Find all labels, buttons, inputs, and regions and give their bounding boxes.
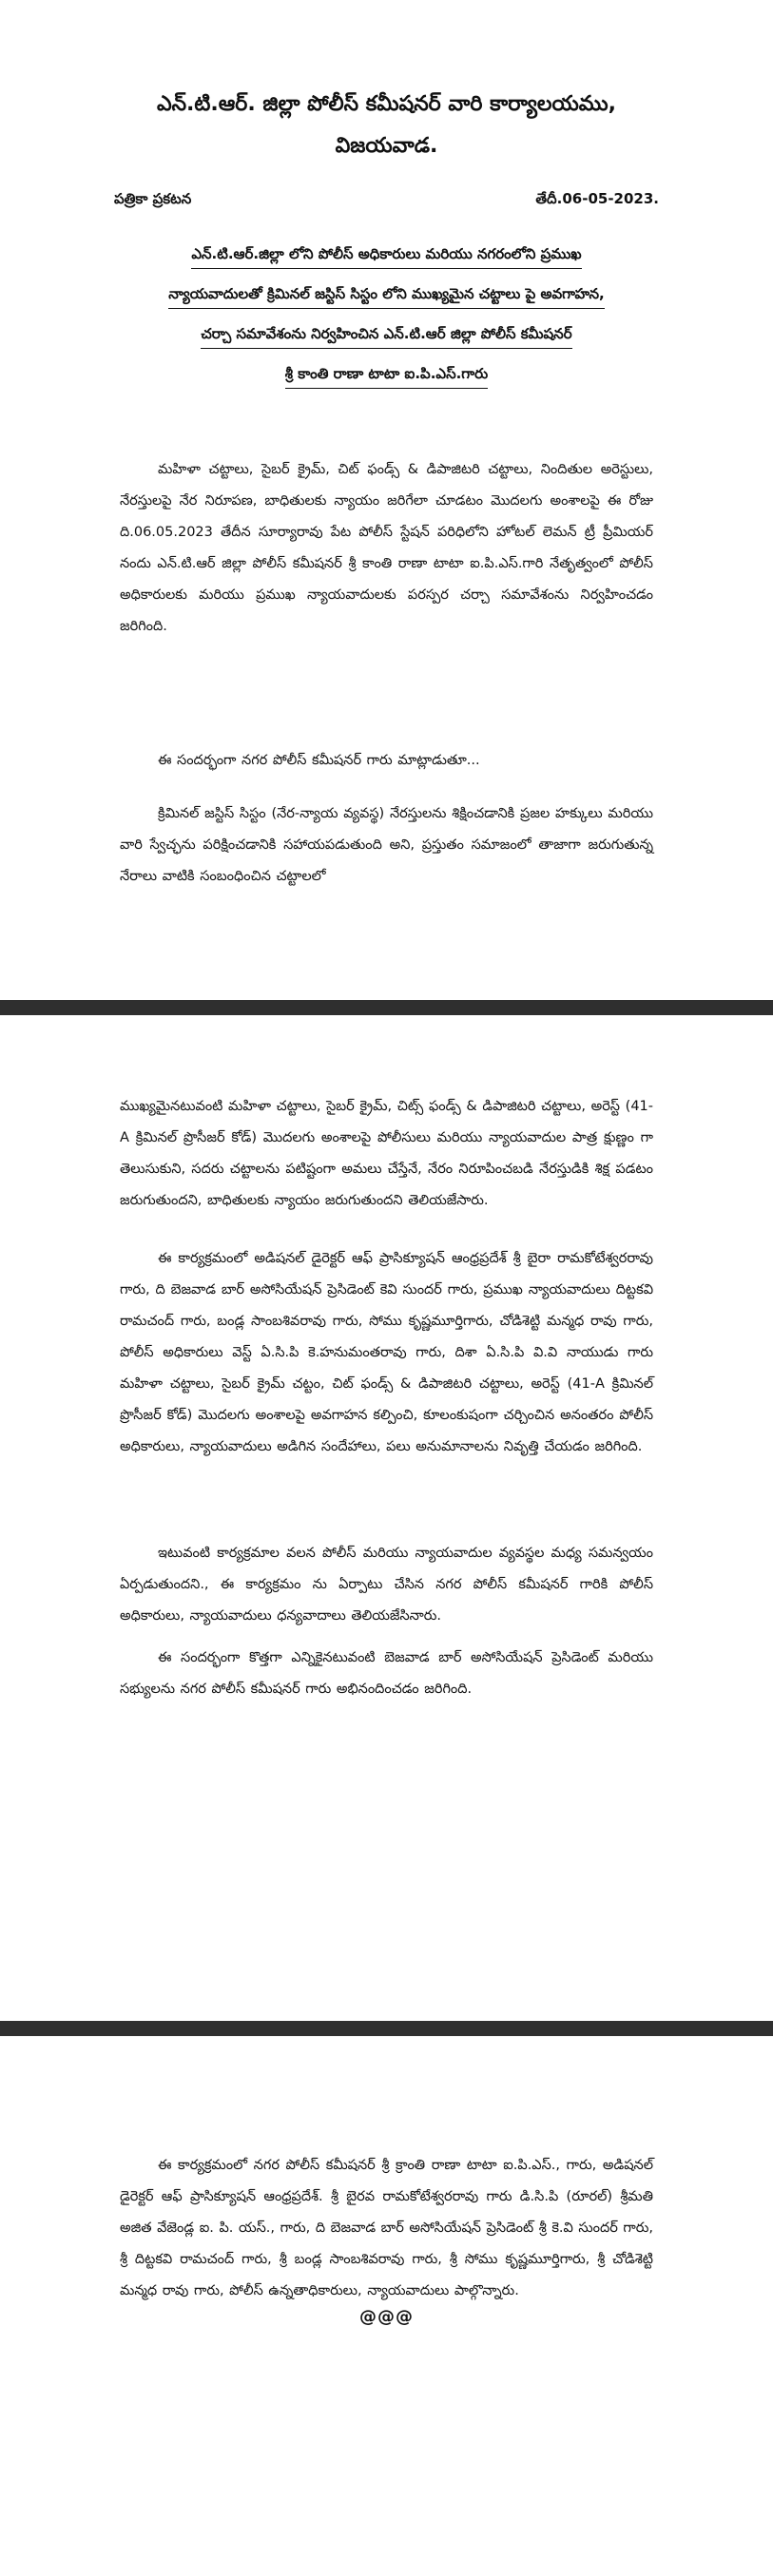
body-paragraph-7: ఈ సందర్భంగా కొత్తగా ఎన్నికైనటువంటి బెజవాడ బార్ అసోసియేషన్ ప్రెసిడెంట్ మరియు సభ్యులను నగర పోలీస్ కమీషనర్ గారు అభినందించడం జరిగింది. xyxy=(120,1650,653,1697)
headline-line-2 xyxy=(120,285,653,309)
page-separator-2 xyxy=(0,2021,773,2036)
document-page-2 xyxy=(0,1015,773,2021)
body-paragraph-6: ఇటువంటి కార్యక్రమాల వలన పోలీస్ మరియు న్యాయవాదుల వ్యవస్థల మధ్య సమన్వయం ఏర్పడుతుందని., ఈ కార్యక్రమం ను ఏర్పాటు చేసిన నగర పోలీస్ కమీషనర్ గారికి పోలీస్ అధికారులు, న్యాయవాదులు ధన్యవాదాలు తెలియజేసినారు. xyxy=(120,1546,653,1624)
document-page-3 xyxy=(0,2036,773,2576)
body-paragraph-4: ముఖ్యమైనటువంటి మహిళా చట్టాలు, సైబర్ క్రైమ్, చిట్స్ ఫండ్స్ & డిపాజిటరి చట్టాలు, అరెస్ట్ (41-A క్రిమినల్ ప్రొసీజర్ కోడ్) మొదలగు అంశాలపై పోలీసులు మరియు న్యాయవాదుల పాత్ర క్షుణ్ణం గా తెలుసుకుని, సదరు చట్టాలను పటిష్టంగా అమలు చేస్తేనే, నేరం నిరూపించబడి నేరస్తుడికి శిక్ష పడటం జరుగుతుందని, బాధితులకు న్యాయం జరుగుతుందని తెలియజేసారు. xyxy=(120,1099,653,1208)
closing-mark: @@@ xyxy=(359,2307,414,2327)
release-date: తేదీ.06-05-2023. xyxy=(535,190,659,207)
body-paragraph-2: ఈ సందర్భంగా నగర పోలీస్ కమీషనర్ గారు మాట్లాడుతూ... xyxy=(158,753,480,768)
office-title-line-1: ఎన్.టి.ఆర్. జిల్లా పోలీస్ కమీషనర్ వారి కార్యాలయము, xyxy=(156,92,617,116)
headline-text-1: ఎన్.టి.ఆర్.జిల్లా లోని పోలీస్ అధికారులు మరియు నగరంలోని ప్రముఖ xyxy=(191,245,581,269)
headline-text-4: శ్రీ కాంతి రాణా టాటా ఐ.పి.ఎస్.గారు xyxy=(285,365,488,389)
headline-line-3 xyxy=(120,325,653,349)
headline-line-4 xyxy=(120,365,653,389)
body-paragraph-3: క్రిమినల్ జస్టిస్ సిస్టం (నేర-న్యాయ వ్యవస్థ) నేరస్తులను శిక్షించడానికి ప్రజల హక్కులు మరియు వారి స్వేచ్ఛను పరిక్షించడానికి సహాయపడుతుంది అని, ప్రస్తుతం సమాజంలో తాజాగా జరుగుతున్న నేరాలు వాటికి సంబంధించిన చట్టాలలో xyxy=(120,806,653,884)
document-page-1 xyxy=(0,0,773,1000)
press-release-label: పత్రికా ప్రకటన xyxy=(114,190,192,207)
page-separator-1 xyxy=(0,1000,773,1015)
headline-text-2: న్యాయవాదులతో క్రిమినల్ జస్టిస్ సిస్టం లోని ముఖ్యమైన చట్టాలు పై అవగాహన, xyxy=(168,285,605,309)
body-paragraph-5: ఈ కార్యక్రమంలో అడిషనల్ డైరెక్టర్ ఆఫ్ ప్రాసిక్యూషన్ ఆంధ్రప్రదేశ్ శ్రీ బైరా రామకోటేశ్వరరావు గారు, ది బెజవాడ బార్ అసోసియేషన్ ప్రెసిడెంట్ కెవి సుందర్ గారు, ప్రముఖ న్యాయవాదులు దిట్టకవి రామచంద్ గారు, బండ్ల సాంబశివరావు గారు, సోము కృష్ణమూర్తిగారు, చోడిశెట్టి మన్మధ రావు గారు, పోలీస్ అధికారులు వెస్ట్ ఏ.సి.పి కె.హనుమంతరావు గారు, దిశా ఏ.సి.పి వి.వి నాయుడు గారు మహిళా చట్టాలు, సైబర్ క్రైమ్ చట్టం, చిట్ ఫండ్స్ & డిపాజిటరి చట్టాలు, అరెస్ట్ (41-A క్రిమినల్ ప్రొసీజర్ కోడ్) మొదలగు అంశాలపై అవగాహన కల్పించి, కూలంకుషంగా చర్చించిన అనంతరం పోలీస్ అధికారులు, న్యాయవాదులు అడిగిన సందేహాలు, పలు అనుమానాలను నివృత్తి చేయడం జరిగింది. xyxy=(120,1251,653,1454)
office-title-line-2: విజయవాడ. xyxy=(335,134,438,158)
headline-text-3: చర్చా సమావేశంను నిర్వహించిన ఎన్.టి.ఆర్ జిల్లా పోలీస్ కమీషనర్ xyxy=(201,325,571,349)
body-paragraph-8: ఈ కార్యక్రమంలో నగర పోలీస్ కమీషనర్ శ్రీ క్రాంతి రాణా టాటా ఐ.పి.ఎస్., గారు, అడిషనల్ డైరెక్టర్ ఆఫ్ ప్రాసిక్యూషన్ ఆంధ్రప్రదేశ్. శ్రీ బైరవ రామకోటేశ్వరరావు గారు డి.సి.పి (రూరల్) శ్రీమతి అజిత వేజెండ్ల ఐ. పి. యస్., గారు, ది బెజవాడ బార్ అసోసియేషన్ ప్రెసిడెంట్ శ్రీ కె.వి సుందర్ గారు, శ్రీ దిట్టకవి రామచంద్ గారు, శ్రీ బండ్ల సాంబశివరావు గారు, శ్రీ సోము కృష్ణమూర్తిగారు, శ్రీ చోడిశెట్టి మన్మధ రావు గారు, పోలీస్ ఉన్నతాధికారులు, న్యాయవాదులు పాల్గొన్నారు. xyxy=(120,2158,653,2298)
headline-line-1 xyxy=(120,245,653,269)
body-paragraph-1: మహిళా చట్టాలు, సైబర్ క్రైమ్, చిట్ ఫండ్స్ & డిపాజిటరి చట్టాలు, నిందితుల అరెస్టులు, నేరస్తులపై నేర నిరూపణ, బాధితులకు న్యాయం జరిగేలా చూడటం మొదలగు అంశాలపై ఈ రోజు ది.06.05.2023 తేదీన సూర్యారావు పేట పోలీస్ స్టేషన్ పరిధిలోని హోటల్ లెమన్ ట్రీ ప్రీమియర్ నందు ఎన్.టి.ఆర్ జిల్లా పోలీస్ కమీషనర్ శ్రీ కాంతి రాణా టాటా ఐ.పి.ఎస్.గారి నేతృత్వంలో పోలీస్ అధికారులకు మరియు ప్రముఖ న్యాయవాదులకు పరస్పర చర్చా సమావేశంను నిర్వహించడం జరిగింది. xyxy=(120,462,653,634)
